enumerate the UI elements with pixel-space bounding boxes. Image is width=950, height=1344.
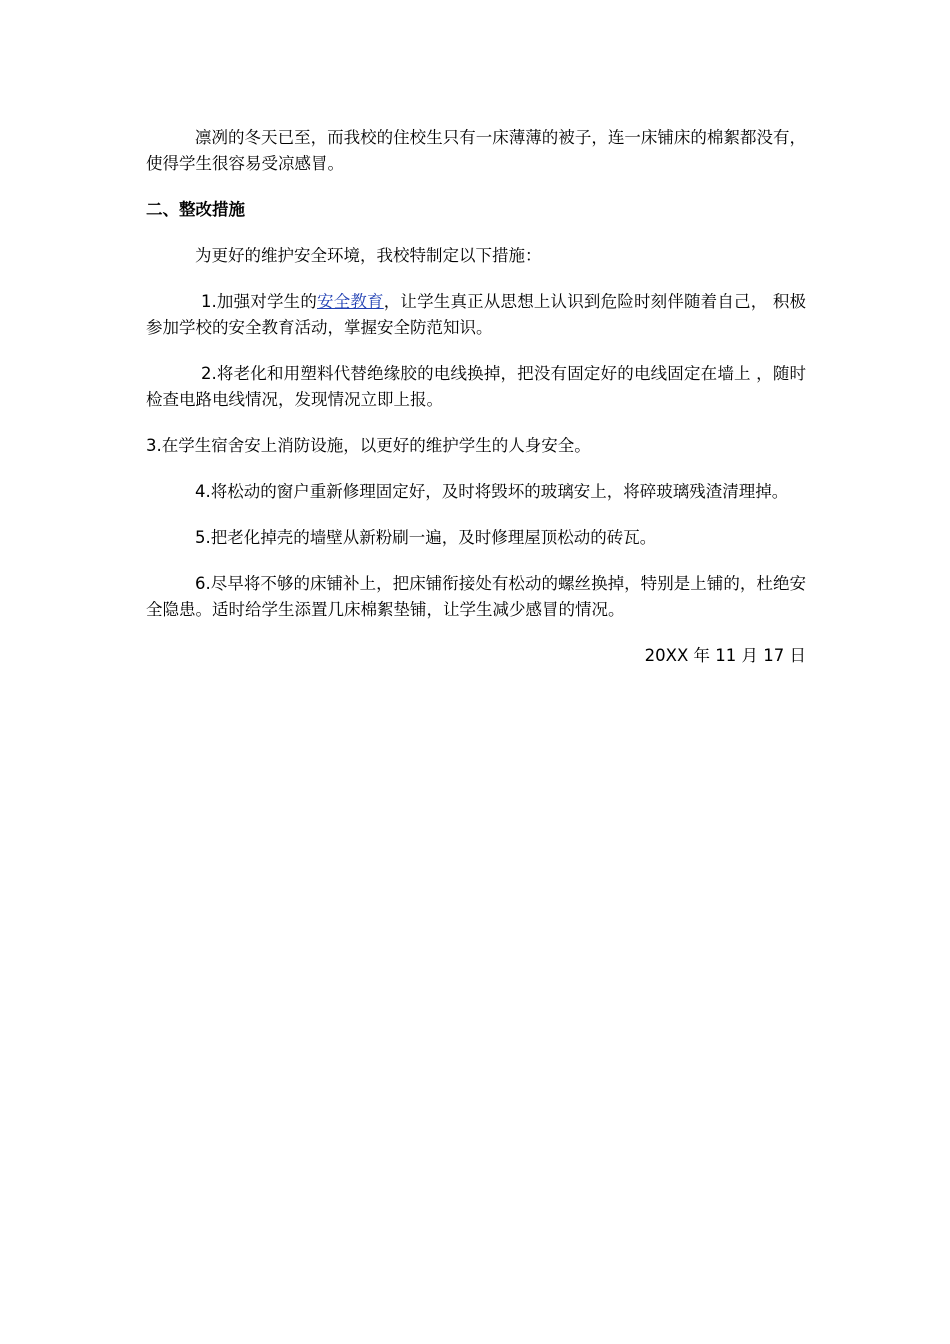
date-day: 17 <box>763 646 785 665</box>
measure-5-number: 5. <box>195 528 211 547</box>
date-month: 11 <box>715 646 737 665</box>
measure-3-text: 在学生宿舍安上消防设施，以更好的维护学生的人身安全。 <box>161 436 591 455</box>
measure-5-text: 把老化掉壳的墙壁从新粉刷一遍，及时修理屋顶松动的砖瓦。 <box>210 528 657 547</box>
measures-intro: 为更好的维护安全环境，我校特制定以下措施： <box>195 246 542 265</box>
measure-5 <box>146 525 806 551</box>
measure-3 <box>146 433 806 459</box>
measure-2-number: 2. <box>201 364 217 383</box>
measure-1-text-after-link: ，让学生真正从思想上认识到危险时刻伴随着自己， 积极参加学校的安全教育活动，掌握安全防范知识。 <box>146 292 807 337</box>
date-day-unit: 日 <box>784 646 806 665</box>
section-heading: 二、整改措施 <box>146 200 245 219</box>
measure-1-number: 1. <box>201 292 217 311</box>
safety-education-link[interactable]: 安全教育 <box>317 292 384 311</box>
measure-6 <box>146 571 806 623</box>
date-month-unit: 月 <box>736 646 764 665</box>
document-date <box>146 643 806 669</box>
date-year: 20XX <box>644 646 689 665</box>
measure-2-text: 将老化和用塑料代替绝缘胶的电线换掉，把没有固定好的电线固定在墙上 ，随时检查电路电线情况，发现情况立即上报。 <box>146 364 806 409</box>
measure-4-number: 4. <box>195 482 211 501</box>
measure-4 <box>146 479 806 505</box>
document-body <box>146 125 806 669</box>
measure-3-number: 3. <box>146 436 162 455</box>
measure-6-text: 尽早将不够的床铺补上，把床铺衔接处有松动的螺丝换掉，特别是上铺的，杜绝安全隐患。适时给学生添置几床棉絮垫铺，让学生减少感冒的情况。 <box>146 574 806 619</box>
date-year-unit: 年 <box>688 646 716 665</box>
measure-2 <box>146 361 806 413</box>
measure-1 <box>146 289 806 341</box>
intro-paragraph: 凛冽的冬天已至，而我校的住校生只有一床薄薄的被子，连一床铺床的棉絮都没有，使得学生很容易受凉感冒。 <box>146 128 806 173</box>
measure-1-text-before-link: 加强对学生的 <box>216 292 318 311</box>
measure-4-text: 将松动的窗户重新修理固定好，及时将毁坏的玻璃安上，将碎玻璃残渣清理掉。 <box>210 482 789 501</box>
measure-6-number: 6. <box>195 574 211 593</box>
